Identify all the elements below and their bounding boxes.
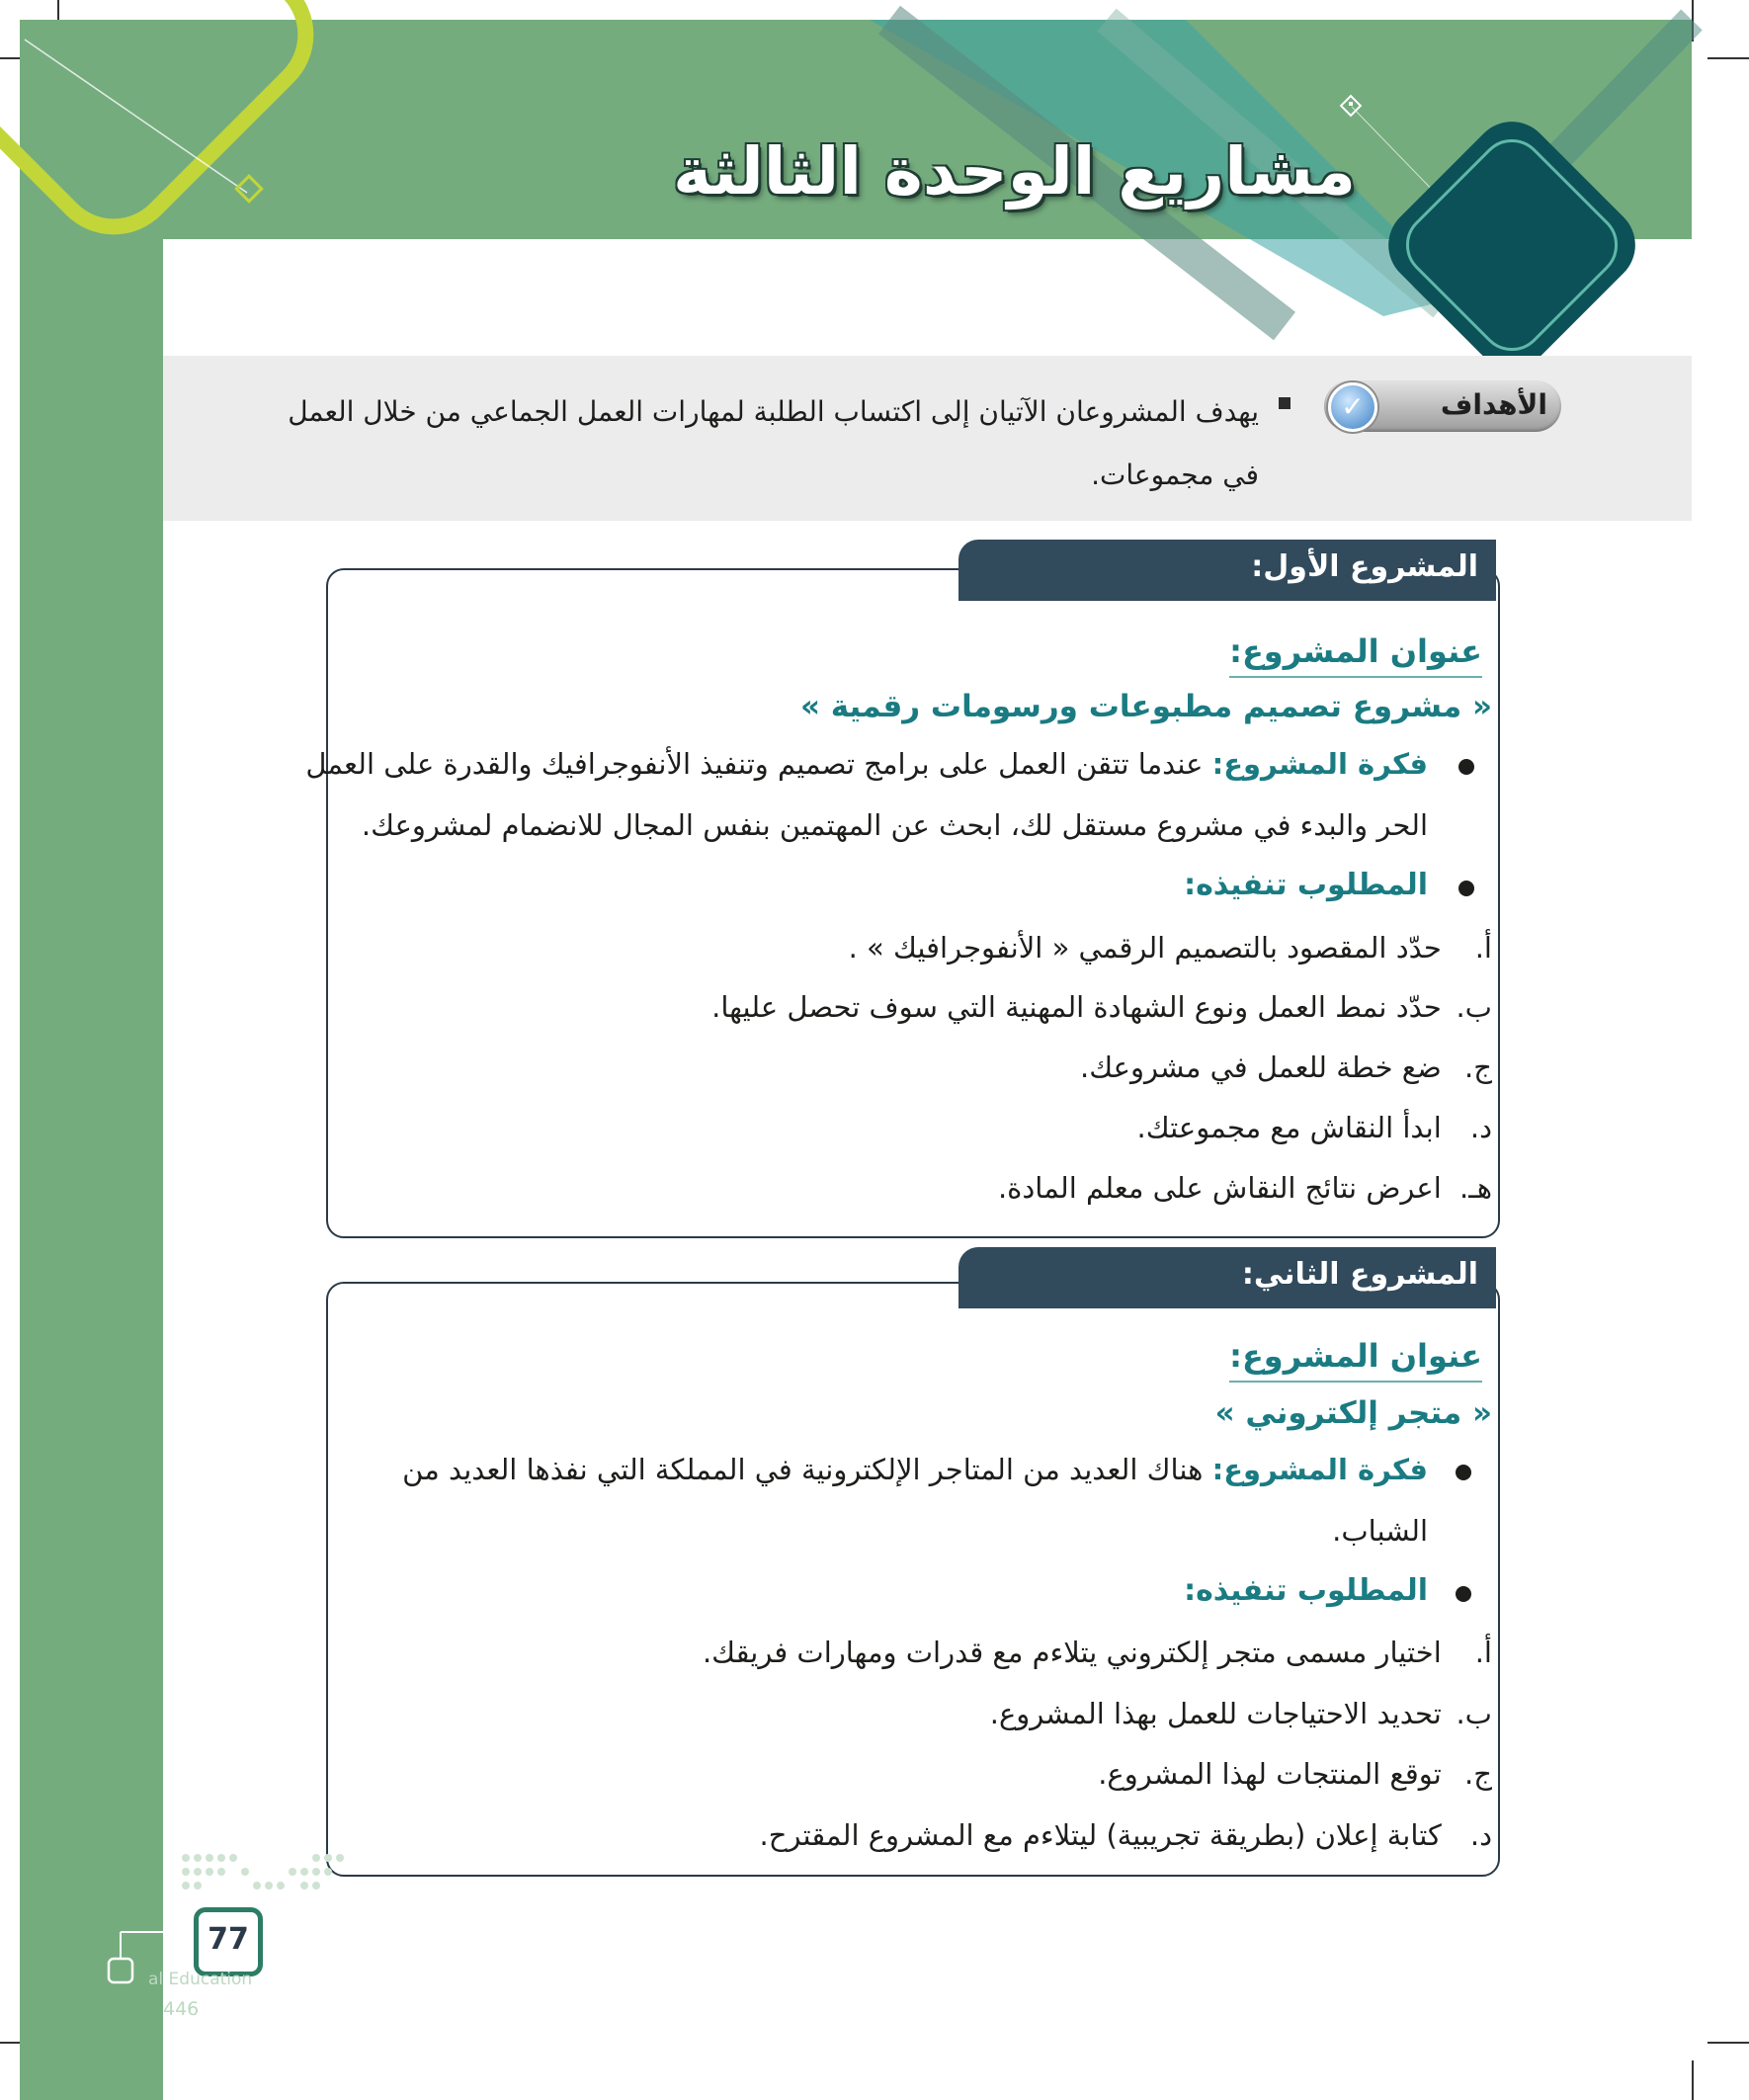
project-1-tab: المشروع الأول: [958,540,1496,601]
project-1-item: ب. حدّد نمط العمل ونوع الشهادة المهنية التي سوف تحصل عليها. [711,990,1492,1024]
education-text: al Education [148,1970,253,1989]
project-1-title-label: عنوان المشروع: [1229,632,1482,678]
year-text: 446 [163,1998,200,2020]
bullet-icon [1458,759,1474,775]
project-2-item: ب. تحديد الاحتياجات للعمل بهذا المشروع. [989,1697,1492,1730]
project-1-idea-label: فكرة المشروع: [1211,747,1428,781]
project-1-item: هـ. اعرض نتائج النقاش على معلم المادة. [997,1171,1492,1205]
bullet-icon [1456,1465,1471,1480]
crop-mark [1707,2042,1749,2044]
project-1-item: أ. حدّد المقصود بالتصميم الرقمي « الأنفوجرافيك » . [848,931,1492,965]
square-bullet-icon [1279,397,1291,409]
project-1-idea-text: عندما تتقن العمل على برامج تصميم وتنفيذ الأنفوجرافيك والقدرة على العمل [305,747,1204,781]
project-2-item: أ. اختيار مسمى متجر إلكتروني يتلاءم مع قدرات ومهارات فريقك. [702,1636,1492,1669]
project-2-required-label: المطلوب تنفيذه: [1184,1573,1428,1608]
project-2-item: ج. توقع المنتجات لهذا المشروع. [1098,1757,1492,1791]
project-2-idea-text: هناك العديد من المتاجر الإلكترونية في المملكة التي نفذها العديد من [402,1453,1204,1486]
project-1-idea-line1 [305,747,1428,781]
project-2-tab: المشروع الثاني: [958,1247,1496,1308]
project-2-item: د. كتابة إعلان (بطريقة تجريبية) ليتلاءم مع المشروع المقترح. [759,1818,1492,1852]
project-2-idea-line1 [402,1453,1428,1486]
crop-mark [1692,2060,1694,2100]
project-1-item: د. ابدأ النقاش مع مجموعتك. [1136,1111,1492,1144]
project-2-title-label: عنوان المشروع: [1229,1337,1482,1383]
project-1-required-label: المطلوب تنفيذه: [1184,868,1428,902]
objectives-badge [1324,380,1561,432]
project-2-idea-label: فكرة المشروع: [1211,1453,1428,1486]
project-1-item: ج. ضع خطة للعمل في مشروعك. [1080,1050,1492,1084]
bullet-icon [1458,881,1474,896]
project-2-idea-line2: الشباب. [1332,1514,1428,1548]
project-2-title-value: « متجر إلكتروني » [1214,1395,1492,1431]
page-title: مشاريع الوحدة الثالثة [673,133,1356,210]
project-1-idea-line2: الحر والبدء في مشروع مستقل لك، ابحث عن المهتمين بنفس المجال للانضمام لمشروعك. [361,808,1428,842]
check-icon: ✓ [1328,382,1377,432]
objectives-text: يهدف المشروعان الآتيان إلى اكتساب الطلبة لمهارات العمل الجماعي من خلال العمل في مجموعات. [288,395,1259,491]
project-1-title-value: « مشروع تصميم مطبوعات ورسومات رقمية » [799,689,1492,724]
objectives-label: الأهداف [1440,388,1547,421]
page-number: 77 [194,1907,263,1976]
bullet-icon [1456,1586,1471,1602]
